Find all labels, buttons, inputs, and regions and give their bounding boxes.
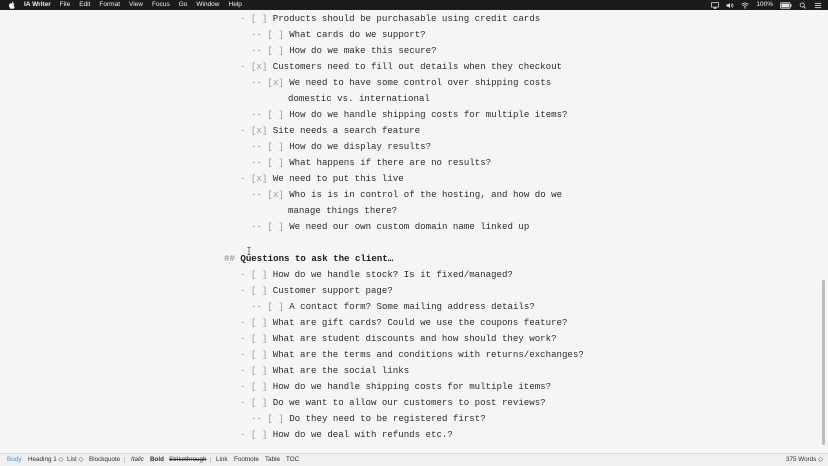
menu-file[interactable]: File (59, 1, 71, 8)
doc-line[interactable]: - [ ] How do we deal with refunds etc.? (240, 429, 453, 440)
menu-format[interactable]: Format (99, 1, 121, 8)
wifi-icon[interactable] (741, 2, 749, 9)
battery-icon[interactable] (780, 2, 792, 9)
divider (210, 457, 211, 463)
doc-line[interactable]: - [ ] How do we handle shipping costs for multiple items? (240, 381, 552, 392)
style-heading-button[interactable]: Heading 1 ◇ (28, 456, 64, 463)
doc-line[interactable]: -- [ ] How do we make this secure? (251, 45, 437, 56)
style-body-button[interactable]: Body (7, 456, 22, 463)
doc-line[interactable]: -- [x] We need to have some control over shipping costs (251, 77, 552, 88)
menu-edit[interactable]: Edit (79, 1, 91, 8)
strikethrough-button[interactable]: Strikethrough (169, 456, 207, 463)
italic-button[interactable]: Italic (131, 456, 144, 463)
doc-line[interactable]: domestic vs. international (288, 93, 430, 104)
scrollbar[interactable] (822, 280, 825, 445)
battery-percentage: 100% (756, 1, 773, 8)
menu-bar (0, 0, 828, 10)
divider (124, 457, 125, 463)
doc-line[interactable]: -- [ ] What happens if there are no results? (251, 157, 492, 168)
doc-line[interactable]: - [x] Site needs a search feature (240, 125, 421, 136)
menu-focus[interactable]: Focus (152, 1, 170, 8)
doc-line[interactable]: -- [ ] How do we display results? (251, 141, 432, 152)
table-button[interactable]: Table (265, 456, 281, 463)
notification-center-icon[interactable] (814, 2, 822, 9)
menu-help[interactable]: Help (228, 1, 242, 8)
style-list-button[interactable]: List ◇ (67, 456, 84, 463)
menu-go[interactable]: Go (178, 1, 188, 8)
airplay-icon[interactable] (711, 2, 719, 9)
bold-button[interactable]: Bold (150, 456, 164, 463)
spotlight-search-icon[interactable] (799, 2, 807, 9)
status-area (711, 0, 822, 10)
word-count[interactable]: 375 Words ◇ (786, 456, 823, 463)
doc-line[interactable]: - [ ] Customer support page? (240, 285, 393, 296)
doc-line[interactable]: -- [ ] A contact form? Some mailing address details? (251, 301, 535, 312)
style-blockquote-button[interactable]: Blockquote (89, 456, 121, 463)
link-button[interactable]: Link (216, 456, 228, 463)
menu-window[interactable]: Window (196, 1, 220, 8)
doc-line[interactable]: - [ ] Do we want to allow our customers to post reviews? (240, 397, 546, 408)
format-bar (0, 453, 828, 466)
doc-line[interactable]: -- [ ] We need our own custom domain name linked up (251, 221, 530, 232)
apple-icon[interactable] (8, 1, 16, 9)
doc-line[interactable]: - [x] We need to put this live (240, 173, 404, 184)
doc-line[interactable]: manage things there? (288, 205, 398, 216)
doc-line[interactable]: - [ ] What are the terms and conditions with returns/exchanges? (240, 349, 584, 360)
doc-line[interactable]: -- [ ] Do they need to be registered first? (251, 413, 486, 424)
doc-heading[interactable]: ## Questions to ask the client… (224, 253, 394, 264)
doc-line[interactable]: -- [x] Who is is in control of the hosting, and how do we (251, 189, 563, 200)
toc-button[interactable]: TOC (286, 456, 300, 463)
menu-view[interactable]: View (129, 1, 143, 8)
doc-line[interactable]: -- [ ] How do we handle shipping costs for multiple items? (251, 109, 568, 120)
doc-line[interactable]: - [ ] Products should be purchasable using credit cards (240, 13, 541, 24)
doc-line[interactable]: - [ ] What are student discounts and how should they work? (240, 333, 557, 344)
editor-area[interactable] (0, 10, 828, 453)
doc-line[interactable]: - [ ] What are the social links (240, 365, 410, 376)
doc-line[interactable]: - [ ] How do we handle stock? Is it fixed/managed? (240, 269, 513, 280)
doc-line[interactable]: - [x] Customers need to fill out details when they checkout (240, 61, 562, 72)
doc-line[interactable]: - [ ] What are gift cards? Could we use the coupons feature? (240, 317, 568, 328)
text-cursor-icon (247, 247, 251, 255)
doc-line[interactable]: -- [ ] What cards do we support? (251, 29, 426, 40)
volume-icon[interactable] (726, 2, 734, 9)
footnote-button[interactable]: Footnote (234, 456, 259, 463)
app-menu[interactable]: IA Writer (24, 1, 51, 8)
